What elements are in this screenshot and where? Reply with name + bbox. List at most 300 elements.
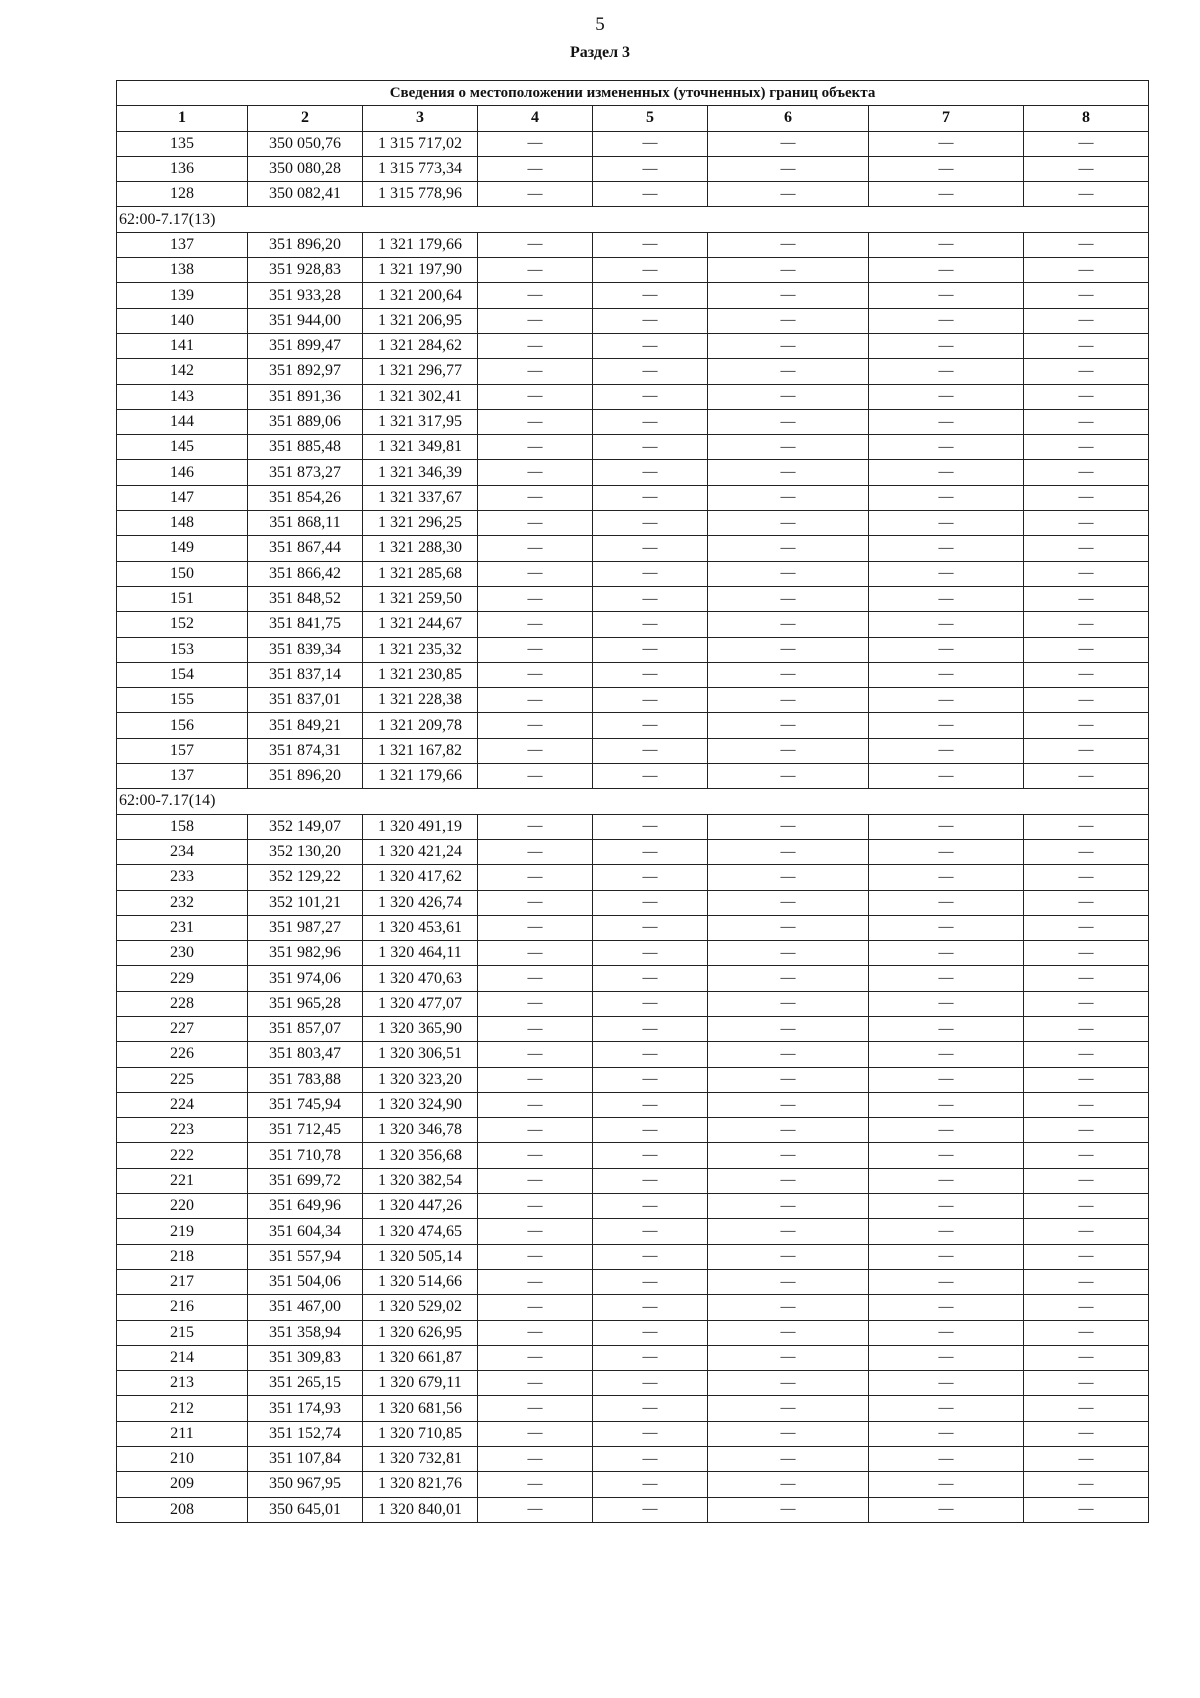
empty-value-cell: — <box>593 662 708 687</box>
empty-value-cell: — <box>478 915 593 940</box>
empty-value-cell: — <box>869 333 1024 358</box>
point-number-cell: 158 <box>117 814 248 839</box>
x-coordinate-cell: 351 982,96 <box>248 941 363 966</box>
y-coordinate-cell: 1 321 284,62 <box>363 333 478 358</box>
table-row <box>117 384 1149 409</box>
empty-value-cell: — <box>593 688 708 713</box>
empty-value-cell: — <box>478 182 593 207</box>
empty-value-cell: — <box>593 485 708 510</box>
empty-value-cell: — <box>708 865 869 890</box>
empty-value-cell: — <box>593 1016 708 1041</box>
empty-value-cell: — <box>869 182 1024 207</box>
empty-value-cell: — <box>478 865 593 890</box>
table-row <box>117 1143 1149 1168</box>
x-coordinate-cell: 352 129,22 <box>248 865 363 890</box>
empty-value-cell: — <box>869 1295 1024 1320</box>
y-coordinate-cell: 1 321 302,41 <box>363 384 478 409</box>
empty-value-cell: — <box>1024 814 1149 839</box>
table-row <box>117 839 1149 864</box>
point-number-cell: 227 <box>117 1016 248 1041</box>
y-coordinate-cell: 1 321 288,30 <box>363 536 478 561</box>
y-coordinate-cell: 1 320 679,11 <box>363 1371 478 1396</box>
empty-value-cell: — <box>1024 1371 1149 1396</box>
empty-value-cell: — <box>708 1497 869 1522</box>
empty-value-cell: — <box>869 1421 1024 1446</box>
empty-value-cell: — <box>708 131 869 156</box>
empty-value-cell: — <box>869 1396 1024 1421</box>
point-number-cell: 210 <box>117 1447 248 1472</box>
empty-value-cell: — <box>869 1219 1024 1244</box>
x-coordinate-cell: 351 309,83 <box>248 1345 363 1370</box>
empty-value-cell: — <box>708 1345 869 1370</box>
empty-value-cell: — <box>869 764 1024 789</box>
point-number-cell: 155 <box>117 688 248 713</box>
empty-value-cell: — <box>708 688 869 713</box>
empty-value-cell: — <box>593 182 708 207</box>
table-row <box>117 1396 1149 1421</box>
empty-value-cell: — <box>593 435 708 460</box>
empty-value-cell: — <box>478 409 593 434</box>
y-coordinate-cell: 1 320 505,14 <box>363 1244 478 1269</box>
x-coordinate-cell: 351 896,20 <box>248 232 363 257</box>
x-coordinate-cell: 351 699,72 <box>248 1168 363 1193</box>
point-number-cell: 137 <box>117 764 248 789</box>
empty-value-cell: — <box>593 131 708 156</box>
empty-value-cell: — <box>1024 1472 1149 1497</box>
y-coordinate-cell: 1 321 317,95 <box>363 409 478 434</box>
empty-value-cell: — <box>869 1194 1024 1219</box>
empty-value-cell: — <box>869 915 1024 940</box>
empty-value-cell: — <box>593 536 708 561</box>
empty-value-cell: — <box>478 485 593 510</box>
empty-value-cell: — <box>478 1118 593 1143</box>
empty-value-cell: — <box>593 1168 708 1193</box>
point-number-cell: 153 <box>117 637 248 662</box>
y-coordinate-cell: 1 321 285,68 <box>363 561 478 586</box>
empty-value-cell: — <box>478 966 593 991</box>
point-number-cell: 138 <box>117 258 248 283</box>
empty-value-cell: — <box>478 1042 593 1067</box>
empty-value-cell: — <box>478 1168 593 1193</box>
x-coordinate-cell: 351 712,45 <box>248 1118 363 1143</box>
empty-value-cell: — <box>478 586 593 611</box>
empty-value-cell: — <box>1024 1092 1149 1117</box>
point-number-cell: 234 <box>117 839 248 864</box>
point-number-cell: 148 <box>117 511 248 536</box>
empty-value-cell: — <box>593 359 708 384</box>
empty-value-cell: — <box>1024 662 1149 687</box>
point-number-cell: 157 <box>117 738 248 763</box>
empty-value-cell: — <box>869 991 1024 1016</box>
empty-value-cell: — <box>478 1396 593 1421</box>
empty-value-cell: — <box>1024 435 1149 460</box>
point-number-cell: 145 <box>117 435 248 460</box>
empty-value-cell: — <box>708 1042 869 1067</box>
empty-value-cell: — <box>478 688 593 713</box>
empty-value-cell: — <box>478 359 593 384</box>
empty-value-cell: — <box>1024 232 1149 257</box>
point-number-cell: 149 <box>117 536 248 561</box>
point-number-cell: 229 <box>117 966 248 991</box>
empty-value-cell: — <box>478 1244 593 1269</box>
table-row <box>117 688 1149 713</box>
empty-value-cell: — <box>1024 941 1149 966</box>
y-coordinate-cell: 1 320 491,19 <box>363 814 478 839</box>
empty-value-cell: — <box>593 1269 708 1294</box>
empty-value-cell: — <box>869 156 1024 181</box>
point-number-cell: 211 <box>117 1421 248 1446</box>
empty-value-cell: — <box>593 1067 708 1092</box>
x-coordinate-cell: 351 892,97 <box>248 359 363 384</box>
empty-value-cell: — <box>593 511 708 536</box>
empty-value-cell: — <box>593 232 708 257</box>
y-coordinate-cell: 1 320 346,78 <box>363 1118 478 1143</box>
x-coordinate-cell: 351 933,28 <box>248 283 363 308</box>
empty-value-cell: — <box>593 561 708 586</box>
x-coordinate-cell: 351 557,94 <box>248 1244 363 1269</box>
point-number-cell: 226 <box>117 1042 248 1067</box>
empty-value-cell: — <box>478 1371 593 1396</box>
empty-value-cell: — <box>478 662 593 687</box>
column-number: 7 <box>869 106 1024 131</box>
table-row <box>117 359 1149 384</box>
empty-value-cell: — <box>1024 1295 1149 1320</box>
table-row <box>117 1421 1149 1446</box>
point-number-cell: 222 <box>117 1143 248 1168</box>
table-row <box>117 333 1149 358</box>
empty-value-cell: — <box>593 1320 708 1345</box>
table-row <box>117 1295 1149 1320</box>
table-row <box>117 1168 1149 1193</box>
empty-value-cell: — <box>869 1118 1024 1143</box>
empty-value-cell: — <box>708 764 869 789</box>
empty-value-cell: — <box>1024 384 1149 409</box>
column-number: 6 <box>708 106 869 131</box>
table-row <box>117 232 1149 257</box>
empty-value-cell: — <box>478 612 593 637</box>
column-numbers-row <box>117 106 1149 131</box>
point-number-cell: 225 <box>117 1067 248 1092</box>
empty-value-cell: — <box>1024 865 1149 890</box>
y-coordinate-cell: 1 321 179,66 <box>363 232 478 257</box>
x-coordinate-cell: 351 504,06 <box>248 1269 363 1294</box>
table-row <box>117 409 1149 434</box>
point-number-cell: 215 <box>117 1320 248 1345</box>
y-coordinate-cell: 1 320 382,54 <box>363 1168 478 1193</box>
empty-value-cell: — <box>593 409 708 434</box>
empty-value-cell: — <box>869 890 1024 915</box>
point-number-cell: 151 <box>117 586 248 611</box>
x-coordinate-cell: 351 944,00 <box>248 308 363 333</box>
empty-value-cell: — <box>708 485 869 510</box>
x-coordinate-cell: 350 082,41 <box>248 182 363 207</box>
empty-value-cell: — <box>1024 308 1149 333</box>
empty-value-cell: — <box>708 814 869 839</box>
empty-value-cell: — <box>869 865 1024 890</box>
empty-value-cell: — <box>593 1396 708 1421</box>
table-row <box>117 460 1149 485</box>
table-row <box>117 1269 1149 1294</box>
table-row <box>117 966 1149 991</box>
boundary-coordinates-table <box>116 80 1149 1523</box>
table-row <box>117 991 1149 1016</box>
column-number: 3 <box>363 106 478 131</box>
table-row <box>117 1042 1149 1067</box>
point-number-cell: 156 <box>117 713 248 738</box>
empty-value-cell: — <box>478 561 593 586</box>
empty-value-cell: — <box>708 1118 869 1143</box>
empty-value-cell: — <box>593 941 708 966</box>
x-coordinate-cell: 352 130,20 <box>248 839 363 864</box>
table-row <box>117 561 1149 586</box>
empty-value-cell: — <box>869 561 1024 586</box>
empty-value-cell: — <box>593 1295 708 1320</box>
empty-value-cell: — <box>478 384 593 409</box>
y-coordinate-cell: 1 320 477,07 <box>363 991 478 1016</box>
empty-value-cell: — <box>1024 485 1149 510</box>
y-coordinate-cell: 1 321 296,77 <box>363 359 478 384</box>
empty-value-cell: — <box>1024 536 1149 561</box>
empty-value-cell: — <box>869 1067 1024 1092</box>
y-coordinate-cell: 1 315 778,96 <box>363 182 478 207</box>
empty-value-cell: — <box>478 1421 593 1446</box>
y-coordinate-cell: 1 320 323,20 <box>363 1067 478 1092</box>
empty-value-cell: — <box>593 890 708 915</box>
empty-value-cell: — <box>869 1447 1024 1472</box>
empty-value-cell: — <box>1024 1421 1149 1446</box>
y-coordinate-cell: 1 320 421,24 <box>363 839 478 864</box>
table-row <box>117 1067 1149 1092</box>
x-coordinate-cell: 351 885,48 <box>248 435 363 460</box>
y-coordinate-cell: 1 321 167,82 <box>363 738 478 763</box>
empty-value-cell: — <box>1024 409 1149 434</box>
empty-value-cell: — <box>708 1067 869 1092</box>
section-title: Раздел 3 <box>569 44 631 61</box>
empty-value-cell: — <box>708 409 869 434</box>
empty-value-cell: — <box>593 1244 708 1269</box>
table-row <box>117 1371 1149 1396</box>
table-row <box>117 1244 1149 1269</box>
empty-value-cell: — <box>478 1067 593 1092</box>
empty-value-cell: — <box>708 435 869 460</box>
empty-value-cell: — <box>478 713 593 738</box>
empty-value-cell: — <box>1024 1016 1149 1041</box>
empty-value-cell: — <box>869 839 1024 864</box>
point-number-cell: 209 <box>117 1472 248 1497</box>
empty-value-cell: — <box>708 536 869 561</box>
y-coordinate-cell: 1 321 244,67 <box>363 612 478 637</box>
empty-value-cell: — <box>593 1371 708 1396</box>
empty-value-cell: — <box>708 1447 869 1472</box>
empty-value-cell: — <box>869 1320 1024 1345</box>
x-coordinate-cell: 351 358,94 <box>248 1320 363 1345</box>
point-number-cell: 217 <box>117 1269 248 1294</box>
table-body <box>117 81 1149 1523</box>
empty-value-cell: — <box>478 1497 593 1522</box>
empty-value-cell: — <box>869 966 1024 991</box>
table-row <box>117 131 1149 156</box>
empty-value-cell: — <box>1024 1396 1149 1421</box>
table-row <box>117 1472 1149 1497</box>
contour-heading: 62:00-7.17(13) <box>117 207 1149 232</box>
empty-value-cell: — <box>1024 738 1149 763</box>
empty-value-cell: — <box>593 1497 708 1522</box>
empty-value-cell: — <box>593 1421 708 1446</box>
empty-value-cell: — <box>593 991 708 1016</box>
empty-value-cell: — <box>708 839 869 864</box>
empty-value-cell: — <box>1024 637 1149 662</box>
table-row <box>117 283 1149 308</box>
empty-value-cell: — <box>869 1472 1024 1497</box>
empty-value-cell: — <box>478 1345 593 1370</box>
empty-value-cell: — <box>1024 1320 1149 1345</box>
empty-value-cell: — <box>478 156 593 181</box>
empty-value-cell: — <box>708 991 869 1016</box>
contour-heading: 62:00-7.17(14) <box>117 789 1149 814</box>
y-coordinate-cell: 1 320 732,81 <box>363 1447 478 1472</box>
table-row <box>117 1016 1149 1041</box>
x-coordinate-cell: 351 928,83 <box>248 258 363 283</box>
empty-value-cell: — <box>1024 1194 1149 1219</box>
x-coordinate-cell: 351 265,15 <box>248 1371 363 1396</box>
empty-value-cell: — <box>478 333 593 358</box>
empty-value-cell: — <box>708 1194 869 1219</box>
empty-value-cell: — <box>869 738 1024 763</box>
y-coordinate-cell: 1 321 296,25 <box>363 511 478 536</box>
x-coordinate-cell: 351 710,78 <box>248 1143 363 1168</box>
x-coordinate-cell: 352 149,07 <box>248 814 363 839</box>
y-coordinate-cell: 1 320 453,61 <box>363 915 478 940</box>
empty-value-cell: — <box>593 460 708 485</box>
empty-value-cell: — <box>593 1042 708 1067</box>
empty-value-cell: — <box>593 713 708 738</box>
x-coordinate-cell: 351 891,36 <box>248 384 363 409</box>
y-coordinate-cell: 1 321 259,50 <box>363 586 478 611</box>
point-number-cell: 230 <box>117 941 248 966</box>
table-row <box>117 713 1149 738</box>
x-coordinate-cell: 351 839,34 <box>248 637 363 662</box>
y-coordinate-cell: 1 320 470,63 <box>363 966 478 991</box>
empty-value-cell: — <box>708 258 869 283</box>
point-number-cell: 231 <box>117 915 248 940</box>
point-number-cell: 221 <box>117 1168 248 1193</box>
empty-value-cell: — <box>869 308 1024 333</box>
empty-value-cell: — <box>478 1143 593 1168</box>
empty-value-cell: — <box>708 1421 869 1446</box>
empty-value-cell: — <box>593 764 708 789</box>
table-row <box>117 511 1149 536</box>
empty-value-cell: — <box>869 258 1024 283</box>
x-coordinate-cell: 351 857,07 <box>248 1016 363 1041</box>
empty-value-cell: — <box>708 1295 869 1320</box>
point-number-cell: 141 <box>117 333 248 358</box>
table-row <box>117 1447 1149 1472</box>
empty-value-cell: — <box>708 915 869 940</box>
y-coordinate-cell: 1 315 773,34 <box>363 156 478 181</box>
contour-heading-row <box>117 207 1149 232</box>
table-row <box>117 612 1149 637</box>
empty-value-cell: — <box>1024 1244 1149 1269</box>
x-coordinate-cell: 350 080,28 <box>248 156 363 181</box>
empty-value-cell: — <box>869 511 1024 536</box>
empty-value-cell: — <box>1024 258 1149 283</box>
y-coordinate-cell: 1 321 346,39 <box>363 460 478 485</box>
empty-value-cell: — <box>593 1143 708 1168</box>
empty-value-cell: — <box>869 612 1024 637</box>
empty-value-cell: — <box>478 131 593 156</box>
empty-value-cell: — <box>593 1092 708 1117</box>
empty-value-cell: — <box>478 991 593 1016</box>
empty-value-cell: — <box>478 738 593 763</box>
empty-value-cell: — <box>708 941 869 966</box>
x-coordinate-cell: 351 837,01 <box>248 688 363 713</box>
empty-value-cell: — <box>869 536 1024 561</box>
x-coordinate-cell: 351 745,94 <box>248 1092 363 1117</box>
page-number: 5 <box>595 14 605 35</box>
point-number-cell: 216 <box>117 1295 248 1320</box>
empty-value-cell: — <box>1024 1067 1149 1092</box>
x-coordinate-cell: 351 896,20 <box>248 764 363 789</box>
empty-value-cell: — <box>1024 333 1149 358</box>
point-number-cell: 212 <box>117 1396 248 1421</box>
empty-value-cell: — <box>869 586 1024 611</box>
y-coordinate-cell: 1 321 206,95 <box>363 308 478 333</box>
empty-value-cell: — <box>869 1143 1024 1168</box>
empty-value-cell: — <box>708 1320 869 1345</box>
empty-value-cell: — <box>1024 283 1149 308</box>
x-coordinate-cell: 350 050,76 <box>248 131 363 156</box>
y-coordinate-cell: 1 320 474,65 <box>363 1219 478 1244</box>
table-row <box>117 1219 1149 1244</box>
y-coordinate-cell: 1 320 529,02 <box>363 1295 478 1320</box>
y-coordinate-cell: 1 321 209,78 <box>363 713 478 738</box>
x-coordinate-cell: 351 874,31 <box>248 738 363 763</box>
empty-value-cell: — <box>1024 1447 1149 1472</box>
point-number-cell: 213 <box>117 1371 248 1396</box>
point-number-cell: 150 <box>117 561 248 586</box>
empty-value-cell: — <box>1024 1143 1149 1168</box>
x-coordinate-cell: 351 841,75 <box>248 612 363 637</box>
x-coordinate-cell: 351 965,28 <box>248 991 363 1016</box>
x-coordinate-cell: 350 645,01 <box>248 1497 363 1522</box>
empty-value-cell: — <box>869 713 1024 738</box>
table-row <box>117 258 1149 283</box>
empty-value-cell: — <box>869 662 1024 687</box>
point-number-cell: 128 <box>117 182 248 207</box>
point-number-cell: 146 <box>117 460 248 485</box>
empty-value-cell: — <box>593 308 708 333</box>
table-row <box>117 1320 1149 1345</box>
empty-value-cell: — <box>478 839 593 864</box>
empty-value-cell: — <box>708 1472 869 1497</box>
empty-value-cell: — <box>708 232 869 257</box>
empty-value-cell: — <box>869 637 1024 662</box>
empty-value-cell: — <box>478 637 593 662</box>
empty-value-cell: — <box>869 485 1024 510</box>
empty-value-cell: — <box>478 232 593 257</box>
y-coordinate-cell: 1 321 179,66 <box>363 764 478 789</box>
empty-value-cell: — <box>1024 612 1149 637</box>
empty-value-cell: — <box>478 1092 593 1117</box>
column-number: 4 <box>478 106 593 131</box>
point-number-cell: 152 <box>117 612 248 637</box>
empty-value-cell: — <box>593 1447 708 1472</box>
x-coordinate-cell: 351 854,26 <box>248 485 363 510</box>
empty-value-cell: — <box>869 941 1024 966</box>
empty-value-cell: — <box>708 182 869 207</box>
empty-value-cell: — <box>593 839 708 864</box>
x-coordinate-cell: 351 107,84 <box>248 1447 363 1472</box>
